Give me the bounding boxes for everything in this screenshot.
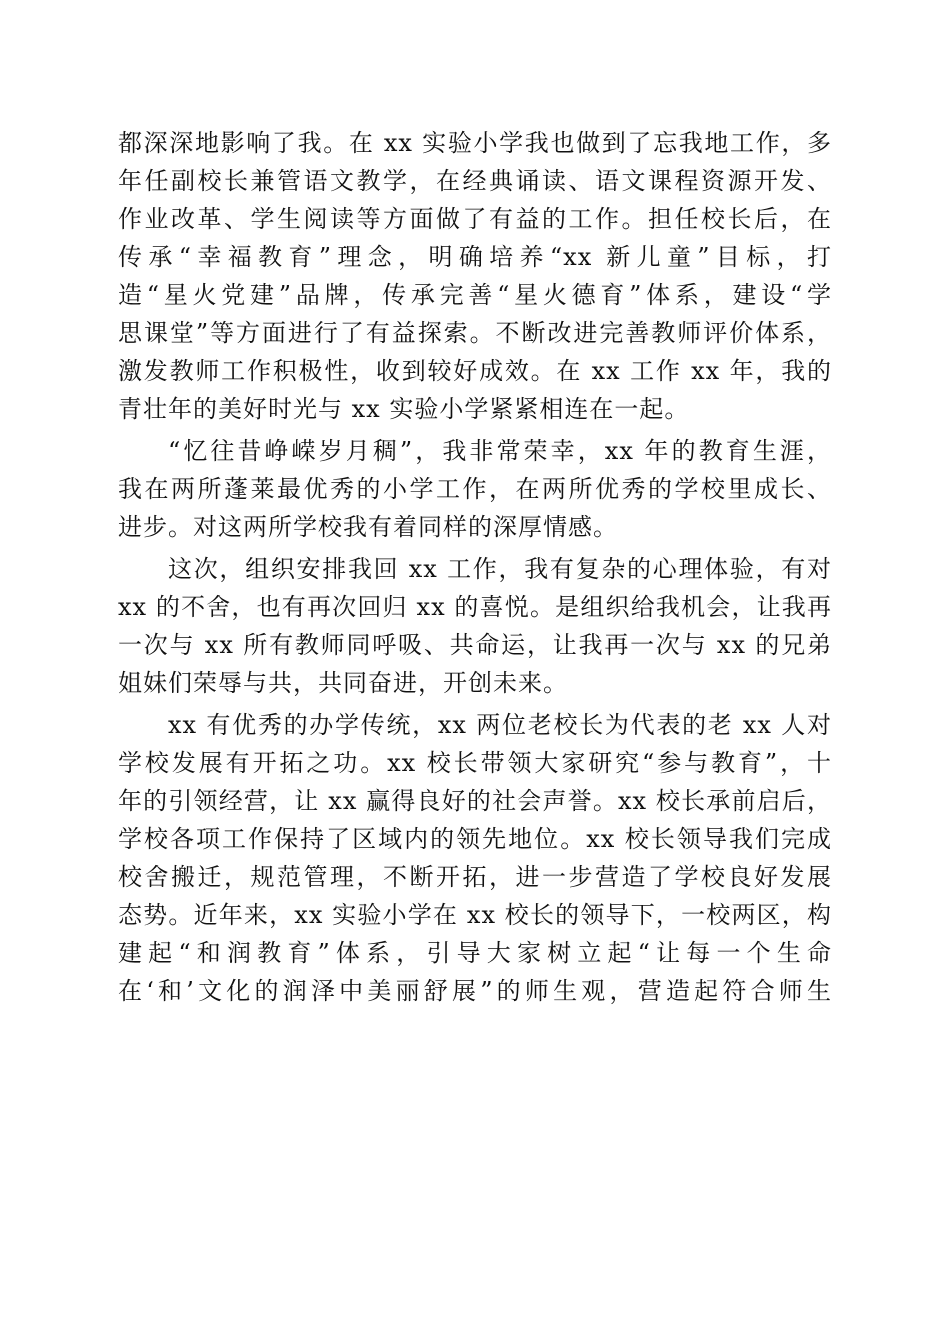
text-line: xx 有优秀的办学传统，xx 两位老校长为代表的老 xx 人对 — [168, 711, 832, 739]
text-line: 态势。近年来，xx 实验小学在 xx 校长的领导下，一校两区，构 — [118, 901, 832, 929]
paragraph-1 — [118, 124, 832, 428]
body-text — [118, 124, 832, 1010]
text-line: 年任副校长兼管语文教学，在经典诵读、语文课程资源开发、 — [118, 167, 832, 195]
text-line: 校舍搬迁，规范管理，不断开拓，进一步营造了学校良好发展 — [118, 863, 832, 891]
text-line: 姐妹们荣辱与共，共同奋进，开创未来。 — [118, 669, 568, 697]
text-line: 青壮年的美好时光与 xx 实验小学紧紧相连在一起。 — [118, 395, 690, 423]
text-line: 这次，组织安排我回 xx 工作，我有复杂的心理体验，有对 — [168, 555, 832, 583]
text-line: 都深深地影响了我。在 xx 实验小学我也做到了忘我地工作，多 — [118, 129, 832, 157]
text-line: 建起“和润教育”体系，引导大家树立起“让每一个生命 — [118, 939, 832, 967]
paragraph-2 — [118, 432, 832, 546]
text-line: 我在两所蓬莱最优秀的小学工作，在两所优秀的学校里成长、 — [118, 475, 832, 503]
text-line: 学校各项工作保持了区域内的领先地位。xx 校长领导我们完成 — [118, 825, 832, 853]
text-line: xx 的不舍，也有再次回归 xx 的喜悦。是组织给我机会，让我再 — [118, 593, 832, 621]
text-line: 一次与 xx 所有教师同呼吸、共命运，让我再一次与 xx 的兄弟 — [118, 631, 832, 659]
text-line: 激发教师工作积极性，收到较好成效。在 xx 工作 xx 年，我的 — [118, 357, 832, 385]
text-line: 思课堂”等方面进行了有益探索。不断改进完善教师评价体系， — [118, 319, 832, 347]
paragraph-4 — [118, 706, 832, 1010]
text-line: 造“星火党建”品牌，传承完善“星火德育”体系，建设“学 — [118, 281, 832, 309]
text-line: 学校发展有开拓之功。xx 校长带领大家研究“参与教育”，十 — [118, 749, 832, 777]
paragraph-3 — [118, 550, 832, 702]
text-line: 传承“幸福教育”理念，明确培养“xx 新儿童”目标，打 — [118, 243, 832, 271]
text-line: 年的引领经营，让 xx 赢得良好的社会声誉。xx 校长承前启后， — [118, 787, 832, 815]
text-line: 作业改革、学生阅读等方面做了有益的工作。担任校长后，在 — [118, 205, 832, 233]
text-line: “忆往昔峥嵘岁月稠”，我非常荣幸，xx 年的教育生涯， — [168, 437, 832, 465]
text-line: 进步。对这两所学校我有着同样的深厚情感。 — [118, 513, 618, 541]
text-line: 在‘和’文化的润泽中美丽舒展”的师生观，营造起符合师生 — [118, 977, 832, 1005]
